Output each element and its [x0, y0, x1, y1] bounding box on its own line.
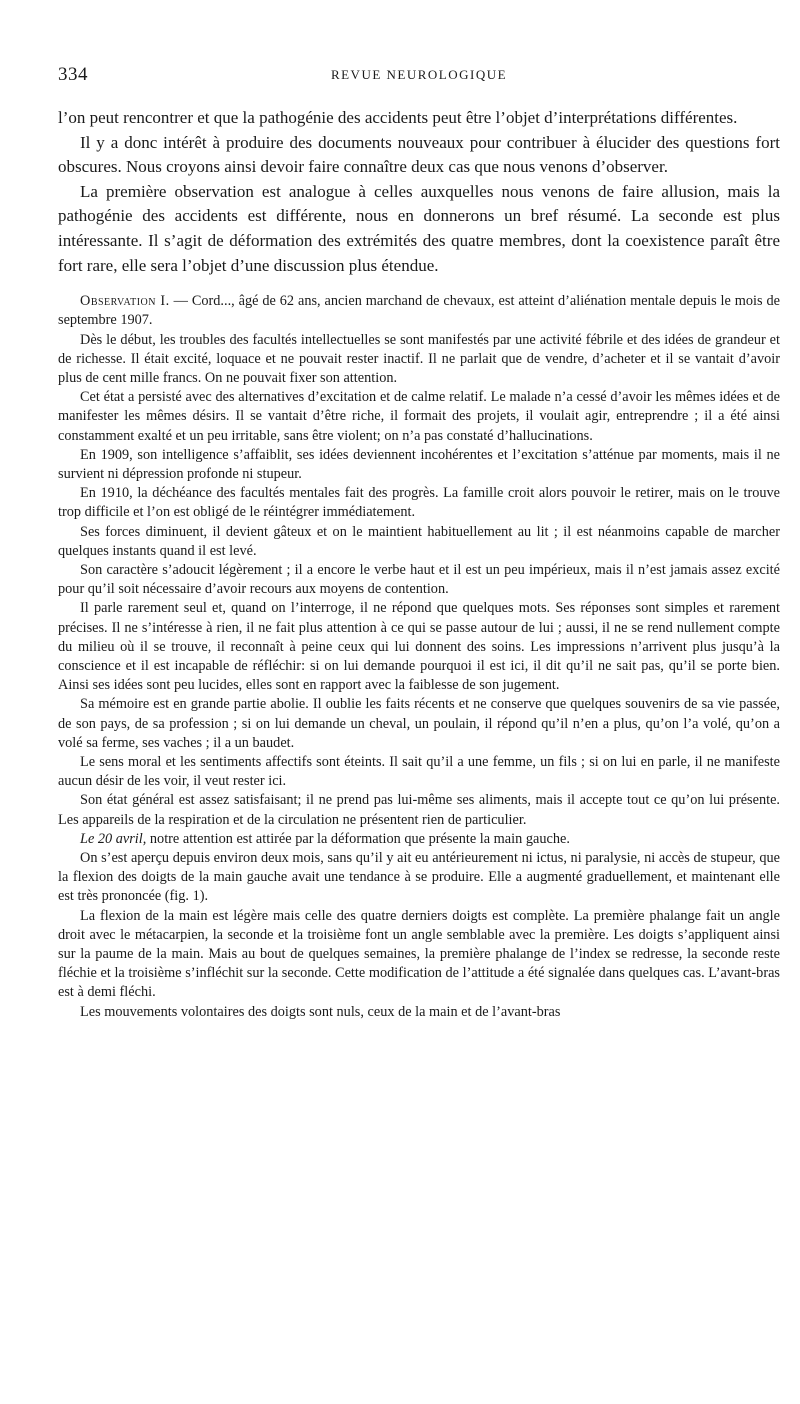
observation-paragraph: Son état général est assez satisfaisant; il ne prend pas lui-même ses aliments, mais il accepte tout ce qu’on lui présente. Les appareils de la respiration et de la circulation ne présentent rien de particulier. [58, 792, 780, 828]
observation-date-paragraph [58, 830, 780, 849]
observation-heading-paragraph [58, 292, 780, 330]
page-number: 334 [58, 64, 88, 85]
observation-date: Le 20 avril, [80, 830, 147, 847]
intro-paragraph: l’on peut rencontrer et que la pathogénie des accidents peut être l’objet d’interprétations différentes. [58, 108, 738, 127]
observation-paragraph: Sa mémoire est en grande partie abolie. Il oublie les faits récents et ne conserve que quelques souvenirs de sa vie passée, de son pays, de sa profession ; si on lui demande un cheval, un poulain, il répond qu’il n’en a plus, qu’on l’a volé, qu’on a volé sa ferme, ses vaches ; il a un baudet. [58, 696, 780, 751]
observation-paragraph: Les mouvements volontaires des doigts sont nuls, ceux de la main et de l’avant-bras [80, 1003, 561, 1020]
observation-paragraph: En 1910, la déchéance des facultés mentales fait des progrès. La famille croit alors pouvoir le retirer, mais on le trouve trop difficile et l’on est obligé de le réintégrer immédiatement. [58, 485, 780, 521]
intro-paragraph: Il y a donc intérêt à produire des documents nouveaux pour contribuer à élucider des questions fort obscures. Nous croyons ainsi devoir faire connaître deux cas que nous venons d’observer. [58, 132, 780, 177]
observation-date-text: notre attention est attirée par la déformation que présente la main gauche. [146, 830, 570, 847]
intro-section [58, 106, 780, 278]
observation-paragraph: Ses forces diminuent, il devient gâteux et on le maintient habituellement au lit ; il est néanmoins capable de marcher quelques instants quand il est levé. [58, 523, 780, 559]
running-head: REVUE NEUROLOGIQUE [330, 67, 508, 82]
observation-paragraph: Le sens moral et les sentiments affectifs sont éteints. Il sait qu’il a une femme, un fils ; si on lui en parle, il ne manifeste aucun désir de les voir, il veut rester ici. [58, 754, 780, 790]
observation-paragraph: La flexion de la main est légère mais celle des quatre derniers doigts est complète. La première phalange fait un angle droit avec le métacarpien, la seconde et la troisième font un angle semblable avec la première. Les doigts s’appliquent ainsi sur la paume de la main. Mais au bout de quelques semaines, la première phalange de l’index se redresse, la seconde reste fléchie et la troisième s’infléchit sur la seconde. Cette modification de l’attitude a été signalée dans quelques cas. L’avant-bras est à demi fléchi. [58, 907, 780, 1001]
page-header [58, 64, 780, 90]
page [58, 0, 780, 1022]
observation-paragraph: Dès le début, les troubles des facultés intellectuelles se sont manifestés par une activité fébrile et des idées de grandeur et de richesse. Il était excité, loquace et ne pouvait rester inactif. Il ne parlait que de vendre, d’acheter et il se vantait d’avoir plus de cent mille francs. On ne pouvait fixer son attention. [58, 331, 780, 386]
observation-paragraph: Son caractère s’adoucit légèrement ; il a encore le verbe haut et il est un peu impérieux, mais il n’est jamais assez excité pour qu’il soit nécessaire d’avoir recours aux moyens de contention. [58, 562, 780, 598]
observation-paragraph: Cet état a persisté avec des alternatives d’excitation et de calme relatif. Le malade n’a cessé d’avoir les mêmes idées et de manifester les mêmes désirs. Il se vantait d’être riche, il formait des projets, il voulait agir, entreprendre ; il a été ainsi constamment exalté et un peu irritable, sans être violent; on n’a pas constaté d’hallucinations. [58, 389, 780, 444]
observation-paragraph: En 1909, son intelligence s’affaiblit, ses idées deviennent incohérentes et l’excitation s’atténue par moments, mais il ne survient ni dépression profonde ni stupeur. [58, 446, 780, 482]
observation-intro: — Cord..., âgé de 62 ans, ancien marchand de chevaux, est atteint d’aliénation mentale depuis le mois de septembre 1907. [58, 293, 780, 329]
intro-paragraph: La première observation est analogue à celles auxquelles nous venons de faire allusion, mais la pathogénie des accidents est différente, nous en donnerons un bref résumé. La seconde est plus intéressante. Il s’agit de déformation des extrémités des quatre membres, dont la coexistence paraît être fort rare, elle sera l’objet d’une discussion plus étendue. [58, 181, 780, 275]
observation-label: Observation I. [80, 293, 170, 310]
observation-paragraph: Il parle rarement seul et, quand on l’interroge, il ne répond que quelques mots. Ses réponses sont simples et rarement précises. Il ne s’intéresse à rien, il ne fait plus attention à ce qui se passe autour de lui ; aussi, il ne se rend nullement compte du milieu où il se trouve, il reconnaît à peine ceux qui lui donnent des soins. Les impressions n’arrivent plus jusqu’à la conscience et il est incapable de réfléchir: si on lui demande pourquoi il est ici, il dit qu’il ne sait pas, qu’il se porte bien. Ainsi ses idées sont peu lucides, elles sont en rapport avec la faiblesse de son jugement. [58, 600, 780, 694]
observation-section [58, 292, 780, 1022]
observation-paragraph: On s’est aperçu depuis environ deux mois, sans qu’il y ait eu antérieurement ni ictus, ni paralysie, ni accès de stupeur, que la flexion des doigts de la main gauche avait une tendance à se produire. Elle a augmenté graduellement, et maintenant elle est très prononcée (fig. 1). [58, 850, 780, 905]
